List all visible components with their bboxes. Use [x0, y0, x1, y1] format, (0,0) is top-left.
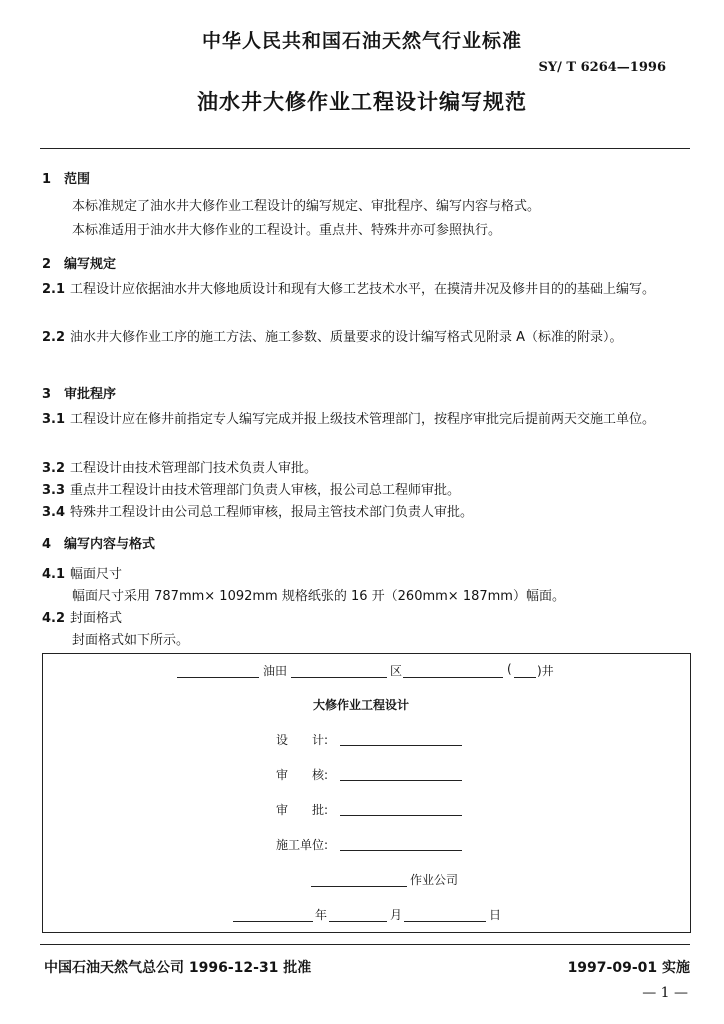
blank-line	[404, 921, 486, 922]
company-label: 作业公司	[410, 873, 459, 887]
blank-line	[340, 780, 462, 781]
oilfield-label: 油田	[263, 664, 288, 678]
clause-4-2	[42, 607, 122, 626]
cover-title: 大修作业工程设计	[313, 698, 410, 712]
section-title: 审批程序	[64, 387, 117, 402]
year-label: 年	[315, 908, 328, 922]
standard-code: SY/ T 6264—1996	[538, 60, 666, 75]
clause-text: 油水井大修作业工序的施工方法、施工参数、质量要求的设计编写格式见附录 A（标准的附录）。	[70, 330, 623, 345]
section-1-heading	[42, 168, 90, 187]
review-label: 审 核:	[276, 768, 329, 782]
clause-text: 特殊井工程设计由公司总工程师审核，报局主管技术部门负责人审批。	[70, 505, 474, 520]
paragraph: 幅面尺寸采用 787mm× 1092mm 规格纸张的 16 开（260mm× 187mm）幅面。	[72, 589, 565, 604]
page-number: — 1 —	[642, 985, 688, 1001]
blank-line	[340, 850, 462, 851]
district-label: 区	[390, 664, 403, 678]
clause-number: 3.1	[42, 412, 66, 427]
section-number: 3	[42, 387, 52, 402]
section-title: 范围	[64, 172, 91, 187]
clause-3-3	[42, 479, 460, 498]
clause-text: 重点井工程设计由技术管理部门负责人审核，报公司总工程师审批。	[70, 483, 461, 498]
blank-line	[340, 815, 462, 816]
clause-2-2	[42, 325, 690, 350]
cover-format-box	[42, 653, 691, 933]
clause-number: 4.1	[42, 567, 66, 582]
blank-line	[514, 677, 536, 678]
clause-title: 封面格式	[70, 611, 123, 626]
section-title: 编写规定	[64, 257, 117, 272]
clause-text: 工程设计由技术管理部门技术负责人审批。	[70, 461, 318, 476]
paragraph: 封面格式如下所示。	[72, 633, 190, 648]
clause-3-4	[42, 501, 473, 520]
clause-3-1	[42, 407, 690, 432]
paragraph: 本标准规定了油水井大修作业工程设计的编写规定、审批程序、编写内容与格式。	[72, 199, 541, 214]
clause-4-1	[42, 563, 122, 582]
blank-line	[291, 677, 387, 678]
clause-2-1	[42, 277, 690, 302]
section-2-heading	[42, 253, 116, 272]
blank-line	[177, 677, 259, 678]
document-title: 油水井大修作业工程设计编写规范	[197, 90, 527, 114]
standard-category: 中华人民共和国石油天然气行业标准	[201, 30, 522, 52]
clause-number: 3.3	[42, 483, 66, 498]
clause-number: 4.2	[42, 611, 66, 626]
month-label: 月	[390, 908, 403, 922]
section-number: 4	[42, 537, 52, 552]
footer-rule	[40, 944, 690, 945]
clause-text: 工程设计应在修井前指定专人编写完成并报上级技术管理部门，按程序审批完后提前两天交施工单位。	[70, 412, 656, 427]
clause-number: 2.1	[42, 282, 66, 297]
section-number: 1	[42, 172, 52, 187]
well-label: )井	[537, 664, 554, 678]
clause-title: 幅面尺寸	[70, 567, 123, 582]
approval-info: 中国石油天然气总公司 1996-12-31 批准	[44, 960, 312, 976]
approve-label: 审 批:	[276, 803, 329, 817]
clause-text: 工程设计应依据油水井大修地质设计和现有大修工艺技术水平，在摸清井况及修井目的的基础上编写。	[70, 282, 656, 297]
blank-line	[329, 921, 387, 922]
section-4-heading	[42, 533, 155, 552]
section-number: 2	[42, 257, 52, 272]
blank-line	[340, 745, 462, 746]
blank-line	[311, 886, 407, 887]
section-3-heading	[42, 383, 116, 402]
day-label: 日	[489, 908, 502, 922]
paragraph: 本标准适用于油水井大修作业的工程设计。重点井、特殊井亦可参照执行。	[72, 223, 502, 238]
construction-unit-label: 施工单位:	[276, 838, 329, 852]
section-title: 编写内容与格式	[64, 537, 156, 552]
blank-line	[403, 677, 503, 678]
clause-number: 2.2	[42, 330, 66, 345]
blank-line	[233, 921, 313, 922]
design-label: 设 计:	[276, 733, 329, 747]
clause-number: 3.2	[42, 461, 66, 476]
clause-number: 3.4	[42, 505, 66, 520]
header-rule	[40, 148, 690, 149]
clause-3-2	[42, 457, 317, 476]
well-paren-left: (	[507, 662, 512, 676]
implementation-date: 1997-09-01 实施	[567, 960, 690, 976]
